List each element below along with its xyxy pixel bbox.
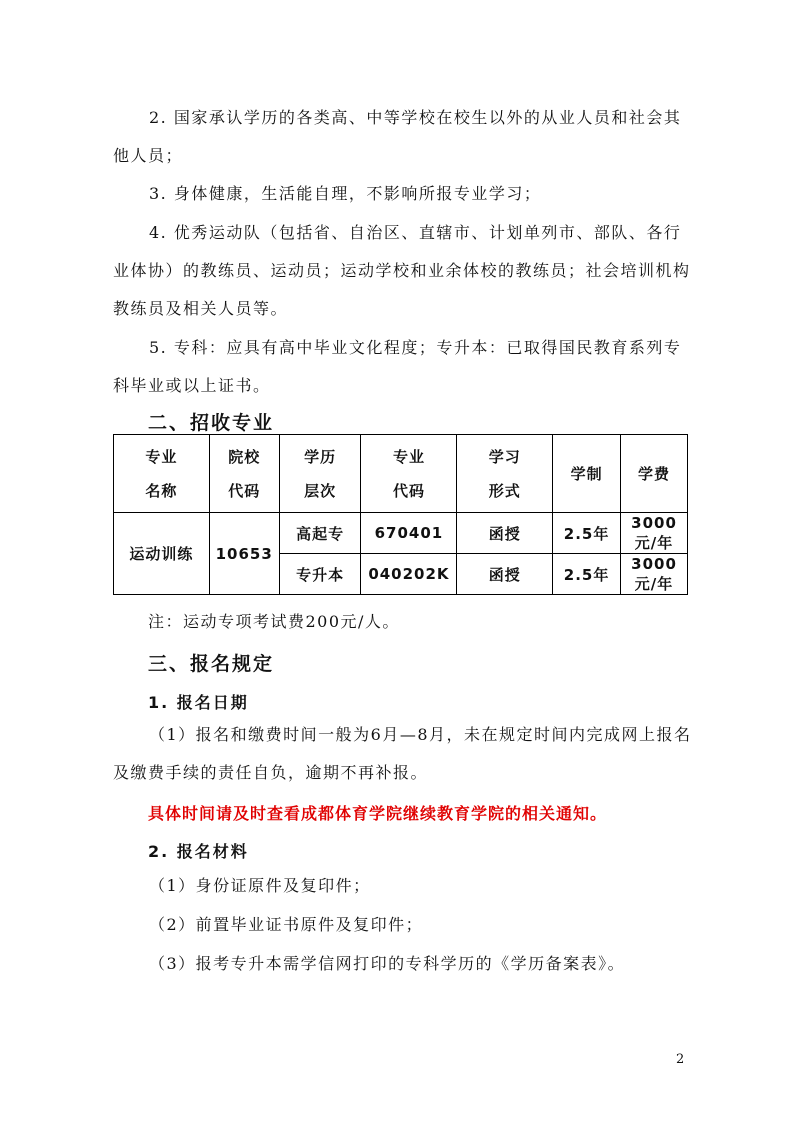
cell-major-code: 040202K	[361, 554, 457, 595]
subsection-title-dates: 1. 报名日期	[148, 693, 249, 712]
registration-dates-paragraph: （1）报名和缴费时间一般为6月—8月，未在规定时间内完成网上报名及缴费手续的责任自负，逾期不再补报。	[113, 725, 692, 782]
cell-major-code: 670401	[361, 513, 457, 554]
cell-major-name: 运动训练	[114, 513, 210, 595]
requirement-item-5: 5. 专科：应具有高中毕业文化程度；专升本：已取得国民教育系列专科毕业或以上证书。	[113, 338, 682, 395]
materials-item: （3）报考专升本需学信网打印的专科学历的《学历备案表》。	[149, 954, 626, 973]
table-row	[114, 513, 688, 554]
materials-item: （2）前置毕业证书原件及复印件；	[149, 915, 424, 934]
header-level: 学历 层次	[279, 435, 361, 513]
majors-table	[113, 434, 688, 595]
header-tuition: 学费	[621, 435, 688, 513]
requirement-item-4: 4. 优秀运动队（包括省、自治区、直辖市、计划单列市、部队、各行业体协）的教练员、运动员；运动学校和业余体校的教练员；社会培训机构教练员及相关人员等。	[113, 223, 691, 318]
cell-level: 高起专	[279, 513, 361, 554]
cell-study-form: 函授	[457, 513, 553, 554]
cell-tuition: 3000元/年	[621, 554, 688, 595]
header-school-code: 院校 代码	[209, 435, 279, 513]
notice-text: 具体时间请及时查看成都体育学院继续教育学院的相关通知。	[148, 804, 608, 823]
requirement-item-3: 3. 身体健康，生活能自理，不影响所报专业学习；	[149, 184, 542, 203]
subsection-title-materials: 2. 报名材料	[148, 842, 249, 861]
header-duration: 学制	[553, 435, 621, 513]
header-major-code: 专业 代码	[361, 435, 457, 513]
cell-school-code: 10653	[209, 513, 279, 595]
section-title-registration: 三、报名规定	[148, 653, 275, 675]
cell-study-form: 函授	[457, 554, 553, 595]
section-title-majors: 二、招收专业	[148, 412, 275, 434]
cell-tuition: 3000元/年	[621, 513, 688, 554]
cell-duration: 2.5年	[553, 554, 621, 595]
materials-item: （1）身份证原件及复印件；	[149, 876, 371, 895]
table-header-row	[114, 435, 688, 513]
header-major-name: 专业 名称	[114, 435, 210, 513]
cell-duration: 2.5年	[553, 513, 621, 554]
header-study-form: 学习 形式	[457, 435, 553, 513]
requirement-item-2: 2. 国家承认学历的各类高、中等学校在校生以外的从业人员和社会其他人员；	[113, 108, 682, 165]
table-note: 注：运动专项考试费200元/人。	[148, 612, 400, 631]
page-number: 2	[676, 1052, 685, 1067]
cell-level: 专升本	[279, 554, 361, 595]
